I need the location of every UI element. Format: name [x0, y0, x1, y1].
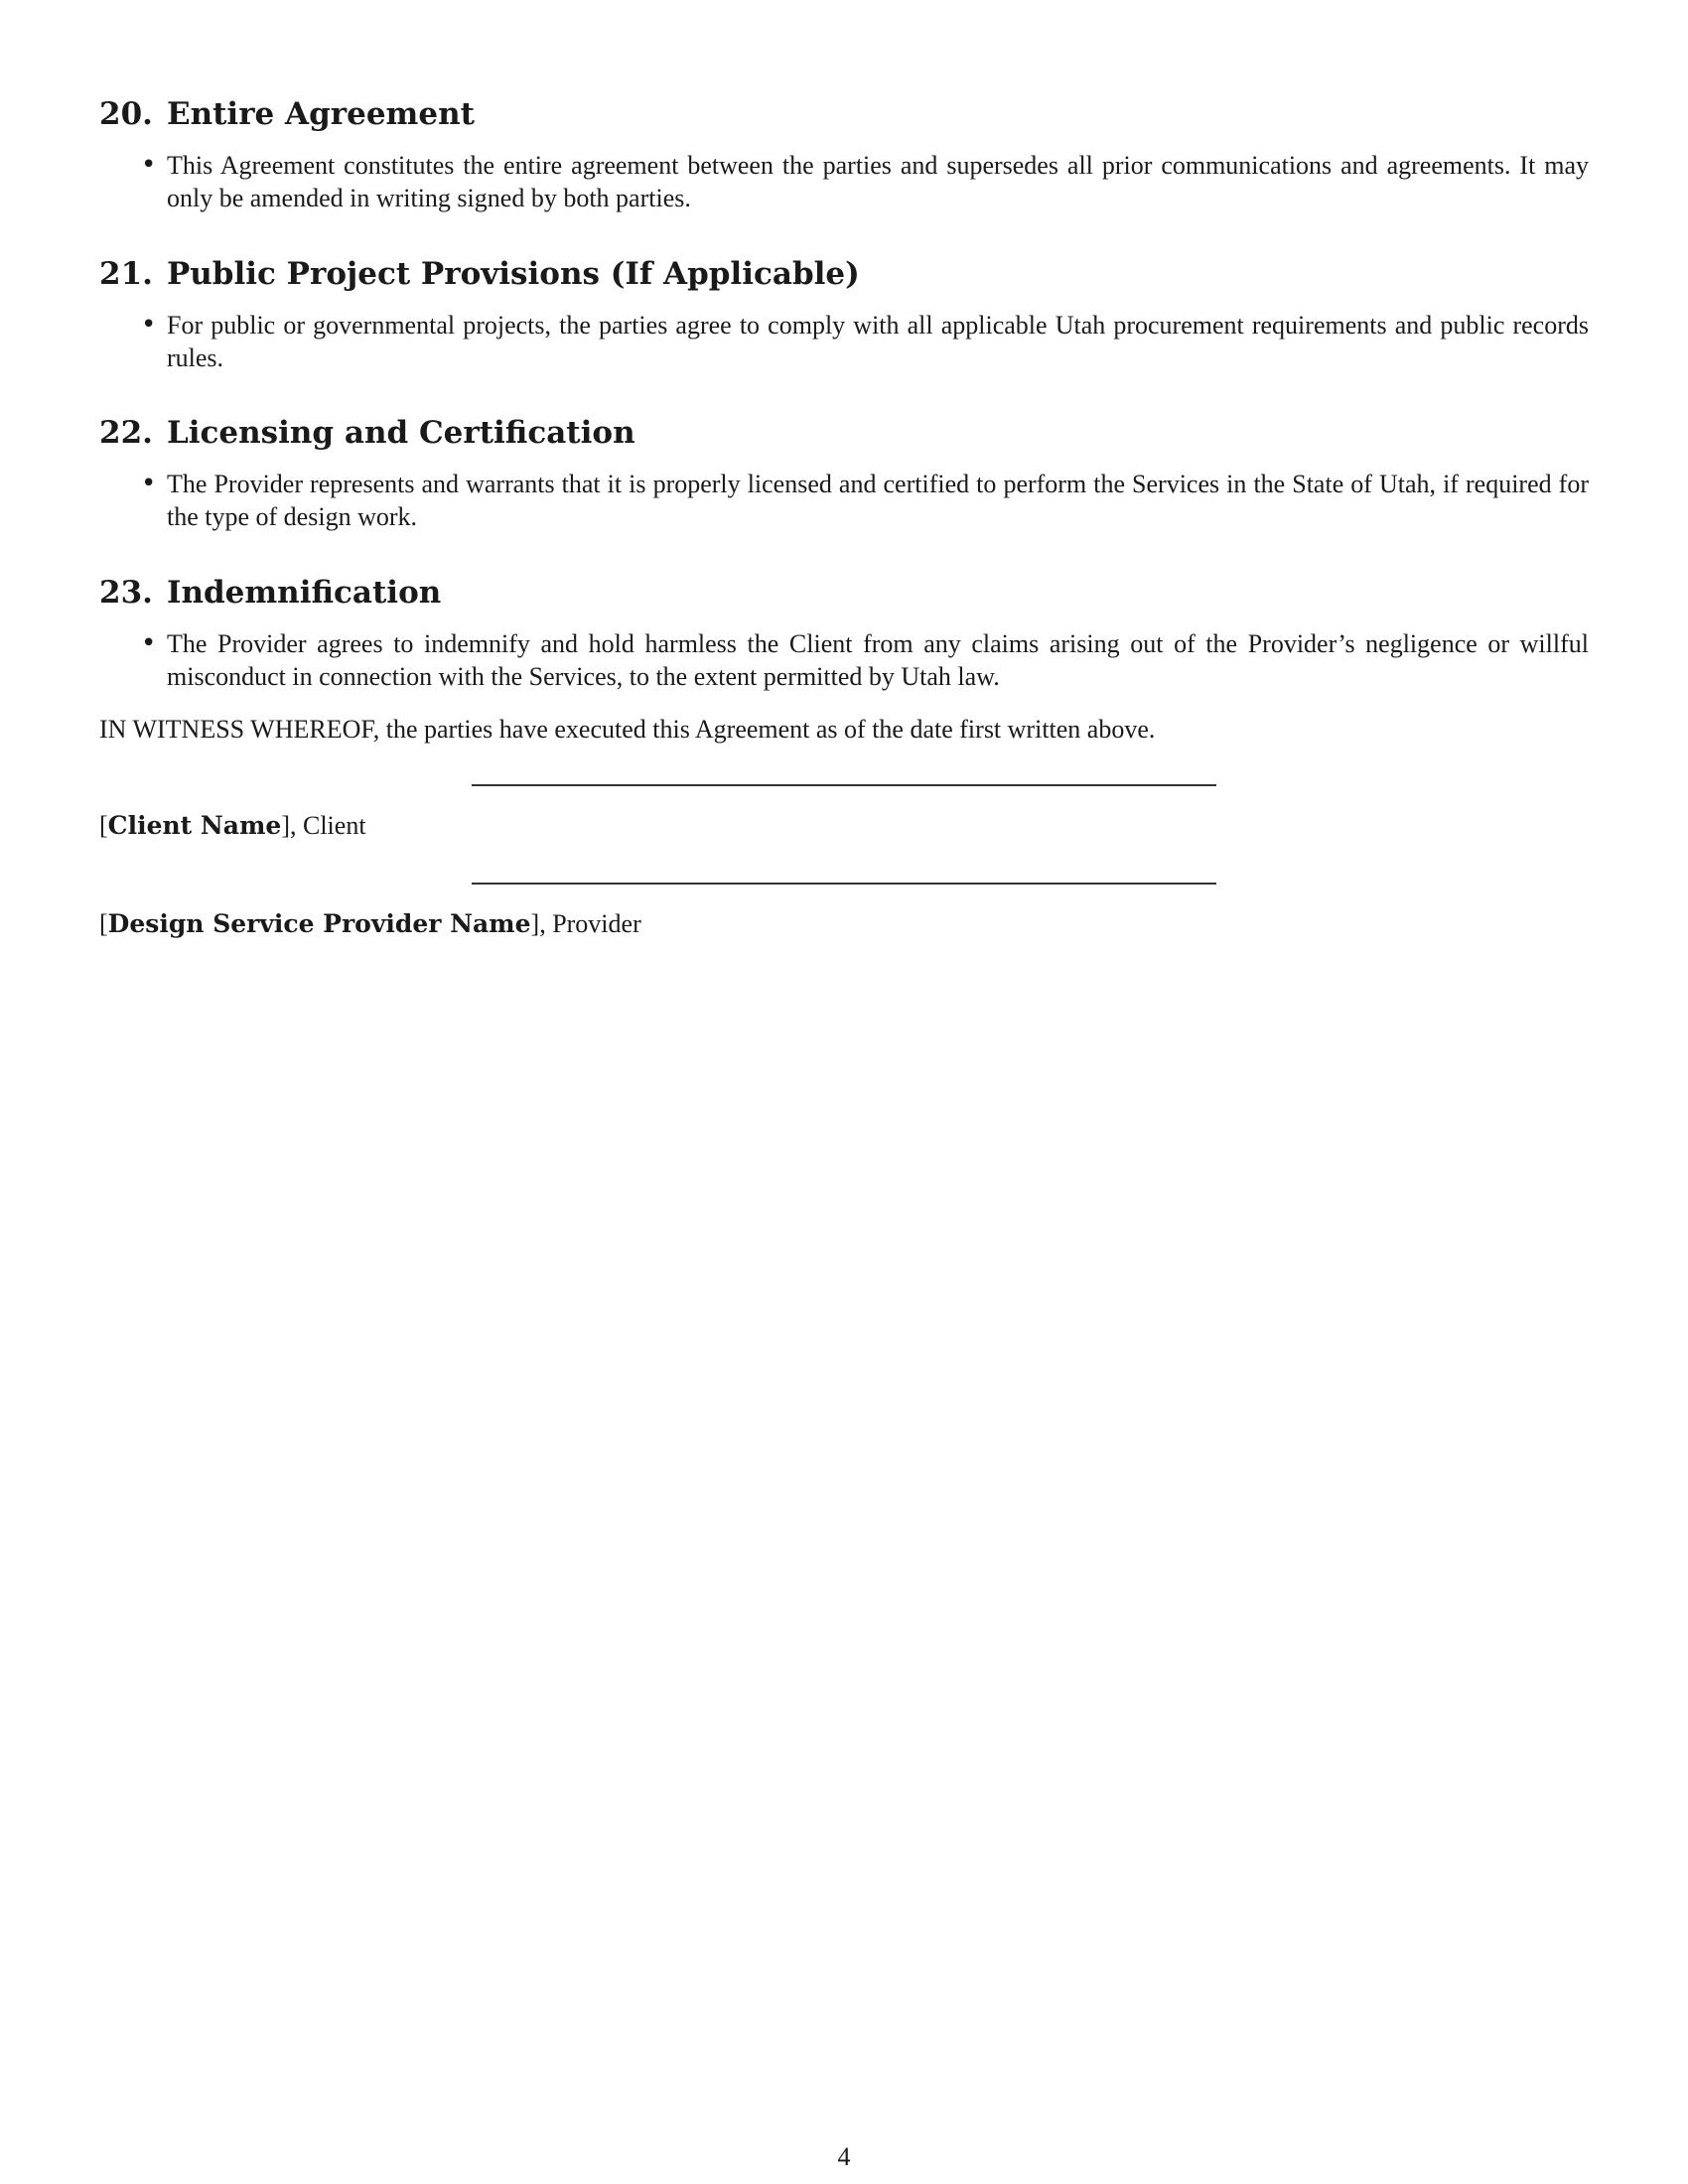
bullet-text: This Agreement constitutes the entire agreement between the parties and supersedes all prior communications and agreements. It may only be amended in writing signed by both parties.: [167, 151, 1589, 212]
section-title: Indemnification: [166, 575, 442, 611]
provider-signature-line: [472, 883, 1216, 885]
bullet-text: The Provider represents and warrants that it is properly licensed and certified to perform the Services in the State of Utah, if required for the type of design work.: [167, 470, 1589, 531]
provider-signature-label: [Design Service Provider Name], Provider: [99, 909, 641, 938]
bullet-icon: •: [141, 150, 157, 180]
bullet-icon: •: [141, 310, 157, 340]
client-signature-line: [472, 784, 1216, 786]
page-number: 4: [837, 2142, 851, 2171]
bullet-icon: •: [141, 628, 157, 658]
section-number: 22.: [99, 415, 153, 451]
provider-role: , Provider: [539, 909, 641, 938]
client-signature-label: [Client Name], Client: [99, 811, 366, 840]
section-number: 21.: [99, 256, 153, 292]
section-heading: [99, 413, 635, 453]
section-title: Licensing and Certification: [166, 415, 635, 451]
section-heading: [99, 573, 441, 613]
provider-name-placeholder: Design Service Provider Name: [107, 909, 531, 938]
section-number: 23.: [99, 575, 153, 611]
section-number: 20.: [99, 96, 153, 132]
bullet-text: For public or governmental projects, the parties agree to comply with all applicable Utah procurement requirements and public records rules.: [167, 311, 1589, 372]
witness-statement: IN WITNESS WHEREOF, the parties have executed this Agreement as of the date first written above.: [99, 715, 1156, 744]
section-title: Entire Agreement: [166, 96, 475, 132]
client-name-placeholder: Client Name: [107, 811, 282, 840]
document-page: [99, 0, 1589, 2184]
client-role: , Client: [289, 811, 366, 840]
bullet-text: The Provider agrees to indemnify and hold harmless the Client from any claims arising out of the Provider’s negligence or willful misconduct in connection with the Services, to the extent permitted by Utah law.: [167, 629, 1589, 691]
bullet-icon: •: [141, 469, 157, 498]
section-title: Public Project Provisions (If Applicable): [166, 256, 860, 292]
section-heading: [99, 94, 475, 134]
section-heading: [99, 254, 860, 294]
